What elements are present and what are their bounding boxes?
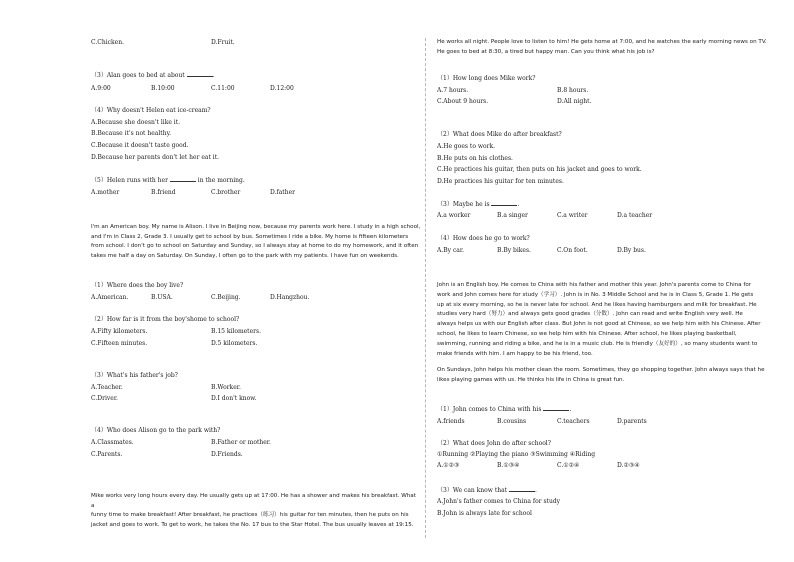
option-a: A.7 hours. bbox=[437, 87, 469, 94]
answer-blank bbox=[509, 486, 535, 492]
option-b: B.a singer bbox=[497, 212, 528, 219]
option-a: A.John's father comes to China for study bbox=[437, 498, 561, 505]
question-3-stem: （3）Alan goes to bed at about . bbox=[91, 72, 215, 79]
passage-alison: I'm an American boy. My name is Alison. I live in Beijing now, because my parents work here. I study in a high school, and I'm in Class 2, Grade 3. I usually get to school by bus. Sometimes I ride a bike. My home is fifteen kilometers from school. I don't go to school on Saturday and Sunday, so I always stay at home to do my homework, and it often takes me half a day on Saturday. On Sunday, I often go to the park with my patients. I have fun on weekends. bbox=[91, 224, 421, 259]
option-d: D.By bus. bbox=[617, 247, 646, 254]
option-c: C.brother bbox=[211, 189, 241, 196]
option-b: B.①③④ bbox=[497, 462, 520, 469]
option-d: D.②③④ bbox=[617, 462, 640, 469]
option-d: D.5 kilometers. bbox=[211, 340, 258, 347]
option-b: B.By bikes. bbox=[497, 247, 531, 254]
option-a: A.Fifty kilometers. bbox=[91, 328, 148, 335]
option-a: A.Because she doesn't like it. bbox=[91, 119, 181, 126]
option-a: A.Teacher. bbox=[91, 384, 123, 391]
question-1-stem: （1）Where does the boy live? bbox=[91, 282, 184, 289]
question-4-stem: （4）How does he go to work? bbox=[437, 235, 530, 242]
option-b: B.Because it's not healthy. bbox=[91, 130, 172, 137]
option-b: B.10:00 bbox=[151, 85, 175, 92]
option-c: C.Chicken. bbox=[91, 39, 124, 46]
passage-john: John is an English boy. He comes to China with his father and mother this year. John's parents come to China for work and John comes here for study（学习）. John is in No. 3 Middle School and he is in Class 5, Grade 1. He gets up at six every morning, so he is never late for school. And he likes having hamburgers and milk for breakfast. He studies very hard（努力）and always gets good grades（分数）. John can read and write English very well. He always helps us with our English after class. But John is not good at Chinese, so we help him with his Chinese. After school, he likes to learn Chinese, so we help him with his Chinese. After school, he likes playing basketball, swimming, running and riding a bike, and he is in a music club. He is friendly（友好的）, so many students want to make friends with him. I am happy to be his friend, too. bbox=[437, 282, 761, 357]
answer-blank bbox=[170, 176, 196, 182]
option-c: C.On foot. bbox=[557, 247, 588, 254]
option-d: D.Hangzhou. bbox=[270, 294, 310, 301]
option-a: A.friends bbox=[437, 418, 465, 425]
option-d: D.parents bbox=[617, 418, 647, 425]
option-c: C.He practices his guitar, then puts on his jacket and goes to work. bbox=[437, 166, 642, 173]
option-c: C.Because it doesn't taste good. bbox=[91, 142, 189, 149]
answer-blank bbox=[187, 71, 213, 77]
question-3-stem: （3）Maybe he is . bbox=[437, 201, 520, 208]
option-d: D.All night. bbox=[557, 98, 592, 105]
option-d: D.I don't know. bbox=[211, 395, 257, 402]
option-a: A.mother bbox=[91, 189, 120, 196]
column-divider bbox=[425, 38, 426, 538]
option-b: B.He puts on his clothes. bbox=[437, 155, 513, 162]
option-d: D.Fruit. bbox=[211, 39, 235, 46]
passage-mike-continued: He works all night. People love to listen to him! He gets home at 7:00, and he watches the early morning news on TV. He goes to bed at 8:30, a tired but happy man. Can you think what his job is? bbox=[437, 39, 767, 55]
option-d: D.Because her parents don't let her eat it. bbox=[91, 154, 220, 161]
option-b: B.USA. bbox=[151, 294, 173, 301]
option-c: C.①②④ bbox=[557, 462, 580, 469]
question-4-stem: （4）Who does Alison go to the park with? bbox=[91, 427, 221, 434]
option-b: B.8 hours. bbox=[557, 87, 589, 94]
option-c: C.Parents. bbox=[91, 451, 123, 458]
option-c: C.11:00 bbox=[211, 85, 235, 92]
question-4-stem: （4）Why doesn't Helen eat ice-cream? bbox=[91, 107, 211, 114]
question-3-stem: （3）We can know that . bbox=[437, 487, 537, 494]
option-c: C.Beijing. bbox=[211, 294, 241, 301]
option-b: B.15 kilometers. bbox=[211, 328, 262, 335]
option-d: D.father bbox=[270, 189, 295, 196]
option-a: A.9:00 bbox=[91, 85, 111, 92]
question-1-stem: （1）John comes to China with his . bbox=[437, 406, 572, 413]
option-c: C.Driver. bbox=[91, 395, 118, 402]
passage-john-sundays: On Sundays, John helps his mother clean the room. Sometimes, they go shopping together. John always says that he likes playing games with us. He thinks his life in China is great fun. bbox=[437, 367, 765, 383]
passage-mike: Mike works very long hours every day. He usually gets up at 17:00. He has a shower and makes his breakfast. What a funny time to make breakfast! After breakfast, he practices（练习）his guitar for ten minutes, then he puts on his jacket and goes to work. To get to work, he takes the No. 17 bus to the Star Hotel. The bus usually leaves at 19:15. bbox=[91, 493, 416, 528]
answer-blank bbox=[491, 200, 517, 206]
option-a: A.Classmates. bbox=[91, 439, 134, 446]
option-d: D.Friends. bbox=[211, 451, 243, 458]
question-2-choices: ①Running ②Playing the piano ③Swimming ④Riding bbox=[437, 451, 596, 458]
question-3-stem: （3）What's his father's job? bbox=[91, 372, 178, 379]
option-a: A.①②③ bbox=[437, 462, 460, 469]
option-d: D.He practices his guitar for ten minutes. bbox=[437, 178, 564, 185]
option-b: B.Father or mother. bbox=[211, 439, 271, 446]
option-b: B.friend bbox=[151, 189, 176, 196]
question-2-stem: （2）How far is it from the boy'shome to school? bbox=[91, 316, 240, 323]
option-c: C.About 9 hours. bbox=[437, 98, 489, 105]
option-d: D.12:00 bbox=[270, 85, 294, 92]
option-a: A.By car. bbox=[437, 247, 464, 254]
option-a: A.He goes to work. bbox=[437, 143, 496, 150]
option-b: B.John is always late for school bbox=[437, 510, 532, 517]
option-b: B.Worker. bbox=[211, 384, 241, 391]
option-c: C.teachers bbox=[557, 418, 590, 425]
option-c: C.Fifteen minutes. bbox=[91, 340, 148, 347]
question-2-stem: （2）What does Mike do after breakfast? bbox=[437, 131, 562, 138]
option-a: A.American. bbox=[91, 294, 129, 301]
answer-blank bbox=[543, 405, 569, 411]
question-1-stem: （1）How long does Mike work? bbox=[437, 75, 536, 82]
question-5-stem: （5）Helen runs with her in the morning. bbox=[91, 177, 245, 184]
option-b: B.cousins bbox=[497, 418, 527, 425]
question-2-stem: （2）What does John do after school? bbox=[437, 440, 551, 447]
right-column bbox=[428, 0, 794, 562]
option-a: A.a worker bbox=[437, 212, 471, 219]
option-d: D.a teacher bbox=[617, 212, 653, 219]
option-c: C.a writer bbox=[557, 212, 588, 219]
